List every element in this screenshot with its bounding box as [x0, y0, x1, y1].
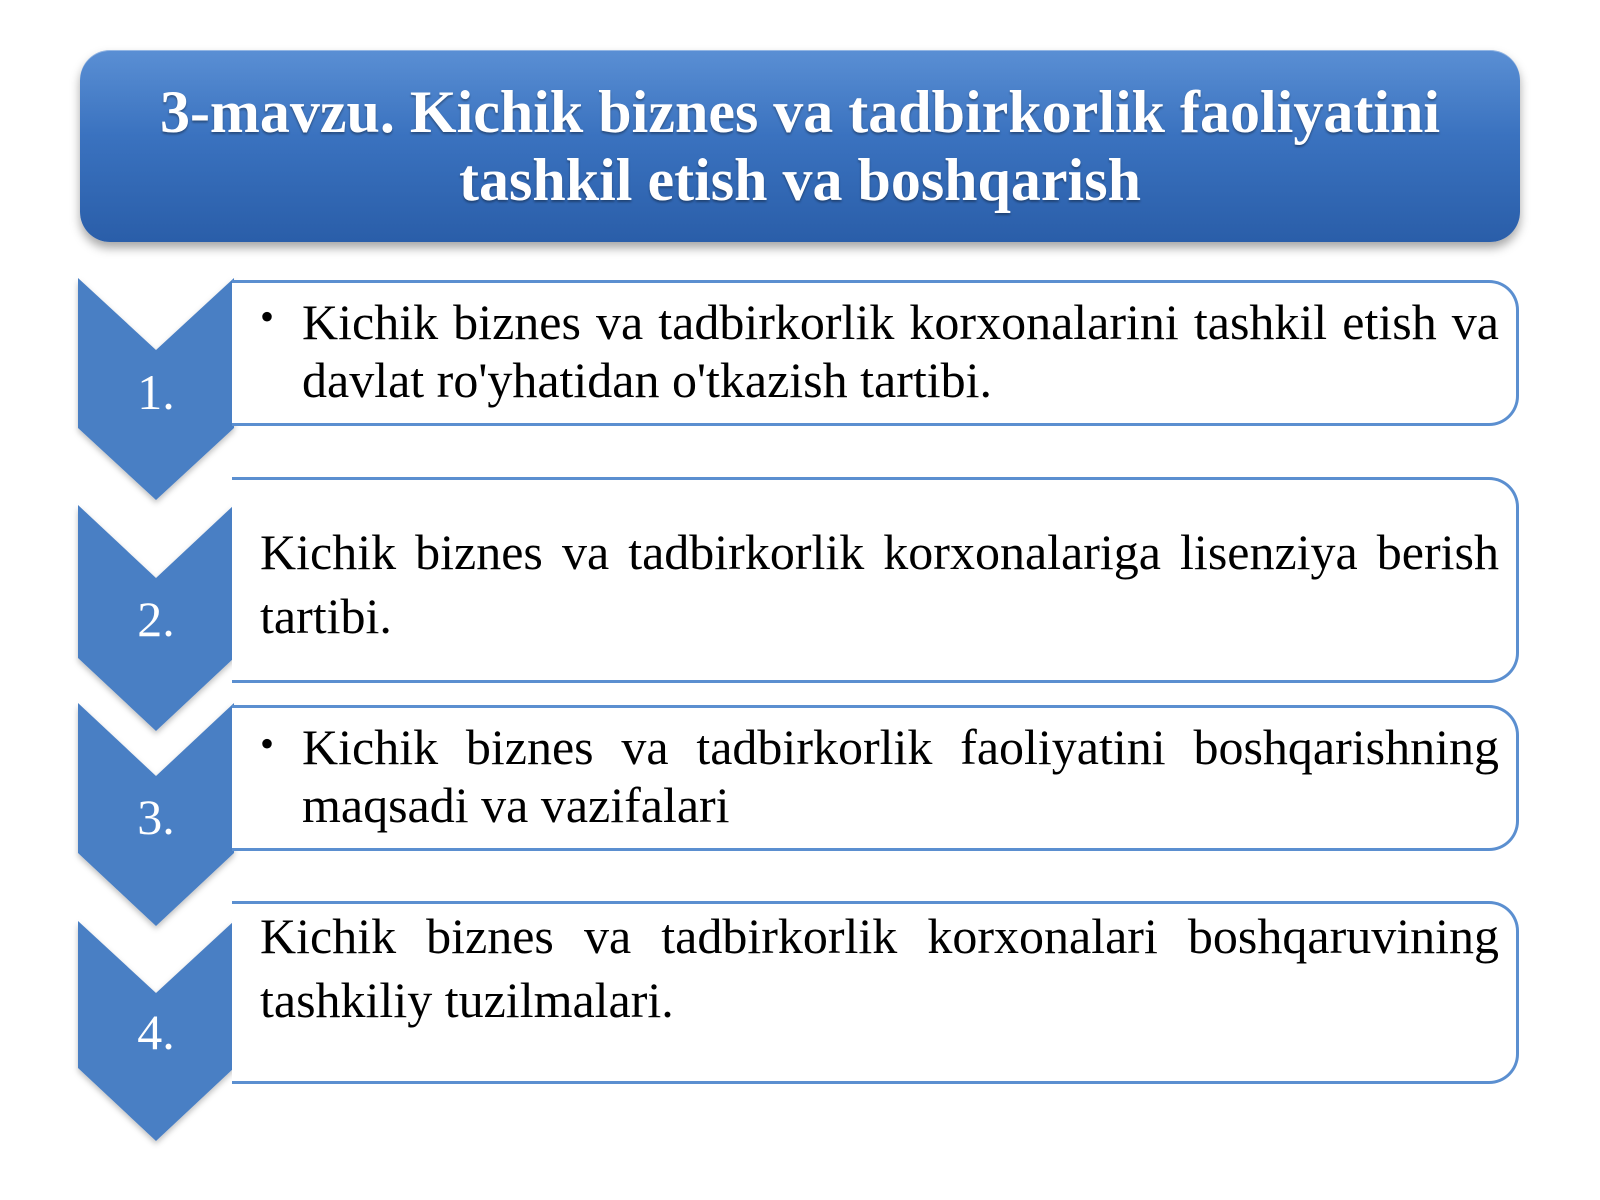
step-box-3: [232, 705, 1519, 851]
step-number-3: 3.: [137, 789, 175, 845]
bullet-3: •: [260, 721, 275, 766]
slide-title: 3-mavzu. Kichik biznes va tadbirkorlik faoliyatini tashkil etish va boshqarish: [159, 79, 1441, 213]
step-text-3: Kichik biznes va tadbirkorlik faoliyatini boshqarishning maqsadi va vazifalari: [302, 719, 1499, 833]
step-number-2: 2.: [137, 591, 175, 647]
step-text-4: Kichik biznes va tadbirkorlik korxonalari boshqaruvining tashkiliy tuzilmalari.: [260, 908, 1499, 1028]
step-box-2: [232, 477, 1519, 683]
step-box-1: [232, 280, 1519, 426]
bullet-1: •: [260, 294, 275, 339]
step-text-2: Kichik biznes va tadbirkorlik korxonalariga lisenziya berish tartibi.: [260, 524, 1499, 644]
step-number-4: 4.: [137, 1004, 175, 1060]
step-text-1: Kichik biznes va tadbirkorlik korxonalarini tashkil etish va davlat ro'yhatidan o'tkazish tartibi.: [302, 294, 1499, 408]
step-number-1: 1.: [137, 364, 175, 420]
step-box-4: [232, 901, 1519, 1084]
